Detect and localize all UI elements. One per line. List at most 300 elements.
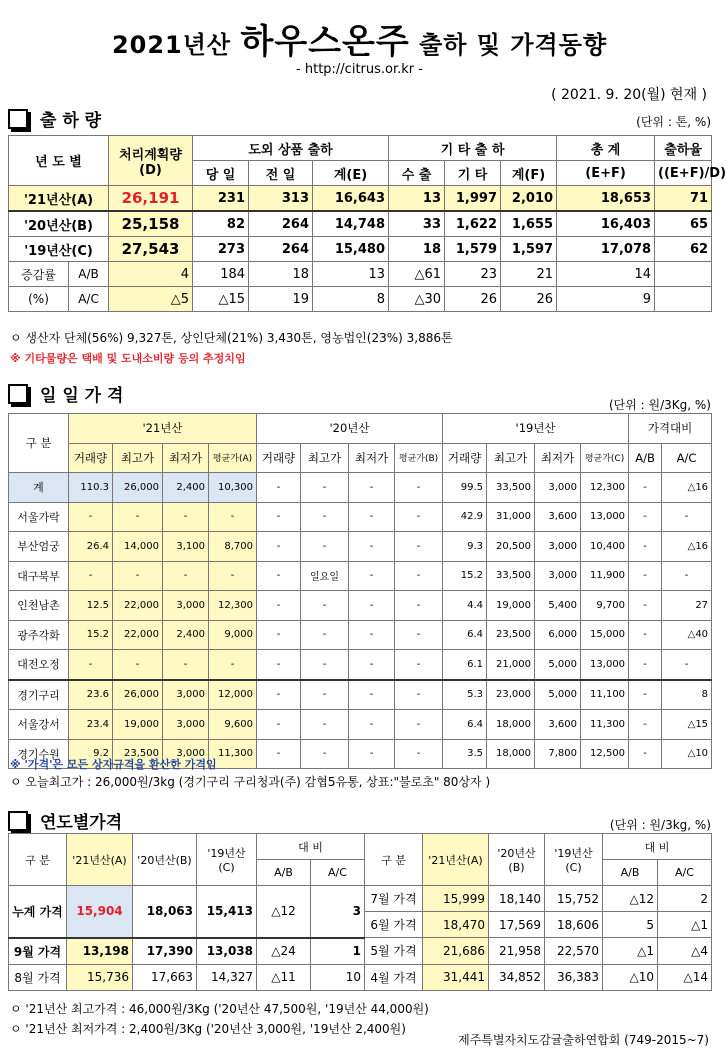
price-cell: -	[113, 561, 163, 591]
price-cell: 11,300	[209, 739, 257, 769]
header-sub: A/B	[629, 443, 662, 473]
header-sub: 거래량	[443, 443, 487, 473]
price-cell: -	[395, 710, 443, 740]
change-label: 증감률	[9, 262, 69, 287]
table-row	[9, 938, 712, 965]
yearly-price-table	[8, 833, 712, 991]
header-rate: 출하율	[655, 136, 712, 161]
market-name: 광주각화	[9, 620, 69, 650]
header-year-19: '19년산	[443, 414, 629, 444]
price-cell: -	[395, 620, 443, 650]
rate-value: 62	[655, 237, 712, 262]
export-value: 18	[389, 237, 445, 262]
price-cell: 23,000	[487, 680, 535, 710]
price-cell: -	[257, 532, 301, 562]
header-prev: 전 일	[249, 161, 313, 186]
price-cell: 12,300	[581, 473, 629, 503]
period-label: 5월 가격	[365, 938, 423, 965]
price-19: 15,752	[545, 886, 603, 912]
price-cell: 9,700	[581, 591, 629, 621]
price-20: 34,852	[489, 964, 545, 990]
price-cell: 9.3	[443, 532, 487, 562]
price-cell: 15.2	[443, 561, 487, 591]
ratio-ac: 2	[658, 886, 712, 912]
price-cell: 99.5	[443, 473, 487, 503]
ratio-ac: 10	[311, 964, 365, 990]
table-row	[9, 473, 712, 503]
daily-remark: ※ '가격'은 모든 상자규격을 환산한 가격임	[10, 758, 217, 771]
price-cell: -	[395, 561, 443, 591]
price-cell: 12,300	[209, 591, 257, 621]
price-cell: -	[257, 680, 301, 710]
price-cell: -	[301, 650, 349, 680]
table-row	[9, 650, 712, 680]
price-cell: 23.4	[69, 710, 113, 740]
price-cell: △40	[662, 620, 712, 650]
header-domestic: 도외 상품 출하	[193, 136, 389, 161]
price-20: 17,390	[133, 938, 197, 965]
price-cell: △15	[662, 710, 712, 740]
ratio-ab: △12	[257, 886, 311, 938]
market-name: 대전오정	[9, 650, 69, 680]
ratio-ab: △11	[257, 964, 311, 990]
row-label: '20년산(B)	[9, 211, 109, 237]
yearly-section-title: 연도별가격	[8, 808, 122, 833]
header-compare: 가격대비	[629, 414, 712, 444]
price-cell: 21,000	[487, 650, 535, 680]
plan-value: 27,543	[109, 237, 193, 262]
price-cell: 12.5	[69, 591, 113, 621]
price-cell: 31,000	[487, 502, 535, 532]
sum-e-value: 15,480	[313, 237, 389, 262]
total-value: 18,653	[557, 186, 655, 212]
table-row	[9, 886, 712, 912]
price-cell: 8	[662, 680, 712, 710]
period-label: 누계 가격	[9, 886, 67, 938]
header-rate-sub: ((E+F)/D)	[655, 161, 712, 186]
price-cell: 20,500	[487, 532, 535, 562]
etc-value: 1,997	[445, 186, 501, 212]
daily-section-title: 일 일 가 격	[8, 381, 123, 406]
today-value: 231	[193, 186, 249, 212]
prev-change: 19	[249, 287, 313, 312]
header-today: 당 일	[193, 161, 249, 186]
sum-f-value: 1,655	[501, 211, 557, 237]
market-name: 대구북부	[9, 561, 69, 591]
price-cell: -	[349, 473, 395, 503]
price-cell: -	[209, 502, 257, 532]
header-etc: 기 타	[445, 161, 501, 186]
etc-value: 1,579	[445, 237, 501, 262]
header-sub: 평균가(A)	[209, 443, 257, 473]
table-row	[9, 237, 712, 262]
price-cell: -	[395, 473, 443, 503]
price-cell: 33,500	[487, 561, 535, 591]
price-cell: -	[662, 650, 712, 680]
price-cell: -	[629, 739, 662, 769]
price-cell: 6.4	[443, 620, 487, 650]
shipment-note: ㅇ 생산자 단체(56%) 9,327톤, 상인단체(21%) 3,430톤, 영농법인(23%) 3,886톤	[10, 331, 453, 345]
today-change: 184	[193, 262, 249, 287]
header-sub: 평균가(B)	[395, 443, 443, 473]
header-ab: A/B	[257, 860, 311, 886]
price-cell: -	[662, 502, 712, 532]
ratio-ac: △4	[658, 938, 712, 965]
price-cell: 10,400	[581, 532, 629, 562]
price-cell: 3,000	[535, 532, 581, 562]
header-sub: 최고가	[301, 443, 349, 473]
table-row	[9, 710, 712, 740]
price-cell: -	[395, 650, 443, 680]
header-sub: 최저가	[535, 443, 581, 473]
table-row	[9, 561, 712, 591]
price-19: 36,383	[545, 964, 603, 990]
total-change: 14	[557, 262, 655, 287]
price-cell: 13,000	[581, 502, 629, 532]
header-sum-f: 계(F)	[501, 161, 557, 186]
price-21: 15,736	[67, 964, 133, 990]
price-cell: -	[257, 502, 301, 532]
sum-e-value: 16,643	[313, 186, 389, 212]
header-ac: A/C	[658, 860, 712, 886]
table-row	[9, 502, 712, 532]
price-cell: 3,000	[163, 710, 209, 740]
header-sum-e: 계(E)	[313, 161, 389, 186]
price-19: 22,570	[545, 938, 603, 965]
price-cell: -	[257, 561, 301, 591]
price-cell: -	[257, 650, 301, 680]
header-y21: '21년산(A)	[67, 834, 133, 886]
daily-unit: (단위 : 원/3Kg, %)	[608, 398, 711, 412]
price-cell: -	[629, 502, 662, 532]
table-row	[9, 620, 712, 650]
total-change: 9	[557, 287, 655, 312]
period-label: 6월 가격	[365, 912, 423, 938]
price-cell: 13,000	[581, 650, 629, 680]
price-20: 18,063	[133, 886, 197, 938]
footer-org: 제주특별자치도감귤출하연합회 (749-2015~7)	[458, 1033, 709, 1047]
ratio-ac: 1	[311, 938, 365, 965]
sum-e-value: 14,748	[313, 211, 389, 237]
header-sub: A/C	[662, 443, 712, 473]
price-cell: 9.2	[69, 739, 113, 769]
export-change: △30	[389, 287, 445, 312]
price-cell: -	[257, 591, 301, 621]
ratio-ac: △14	[658, 964, 712, 990]
price-cell: -	[629, 532, 662, 562]
price-20: 18,140	[489, 886, 545, 912]
change-type: A/B	[69, 262, 109, 287]
header-year-21: '21년산	[69, 414, 257, 444]
table-header-row	[9, 443, 712, 473]
price-cell: 42.9	[443, 502, 487, 532]
price-cell: 14,000	[113, 532, 163, 562]
table-row	[9, 287, 712, 312]
table-row	[9, 680, 712, 710]
table-row	[9, 591, 712, 621]
price-cell: 23,500	[487, 620, 535, 650]
price-cell: -	[257, 710, 301, 740]
price-cell: -	[349, 650, 395, 680]
ratio-ac: 3	[311, 886, 365, 938]
price-cell: -	[395, 502, 443, 532]
prev-value: 313	[249, 186, 313, 212]
price-cell: 3,000	[163, 591, 209, 621]
price-cell: △10	[662, 739, 712, 769]
page-title: 2021년산 하우스온주 출하 및 가격동향	[111, 22, 608, 62]
change-label: (%)	[9, 287, 69, 312]
table-header-row	[9, 414, 712, 444]
period-label: 4월 가격	[365, 964, 423, 990]
price-cell: △16	[662, 473, 712, 503]
table-header-row	[9, 834, 712, 860]
ratio-ab: △1	[603, 938, 658, 965]
header-group: 구 분	[9, 414, 69, 473]
price-cell: -	[629, 473, 662, 503]
price-cell: 6.4	[443, 710, 487, 740]
plan-change: △5	[109, 287, 193, 312]
price-cell: -	[349, 502, 395, 532]
price-cell: 110.3	[69, 473, 113, 503]
price-21: 31,441	[423, 964, 489, 990]
price-cell: 5,000	[535, 650, 581, 680]
price-cell: -	[349, 710, 395, 740]
prev-change: 18	[249, 262, 313, 287]
header-ac: A/C	[311, 860, 365, 886]
price-cell: -	[69, 502, 113, 532]
table-row	[9, 211, 712, 237]
header-other: 기 타 출 하	[389, 136, 557, 161]
price-cell: -	[301, 502, 349, 532]
daily-note: ㅇ 오늘최고가 : 26,000원/3kg (경기구리 구리청과(주) 감협5유통, 상표:"불로초" 80상자 )	[10, 775, 491, 789]
shipment-unit: (단위 : 톤, %)	[636, 115, 711, 129]
price-20: 21,958	[489, 938, 545, 965]
price-cell: -	[395, 532, 443, 562]
source-url[interactable]: - http://citrus.or.kr -	[296, 62, 423, 77]
price-cell: -	[349, 591, 395, 621]
header-sub: 최저가	[349, 443, 395, 473]
market-name: 경기수원	[9, 739, 69, 769]
price-cell: -	[301, 710, 349, 740]
price-cell: 4.4	[443, 591, 487, 621]
row-label: '21년산(A)	[9, 186, 109, 212]
price-cell: -	[395, 739, 443, 769]
price-20: 17,663	[133, 964, 197, 990]
price-cell: 6.1	[443, 650, 487, 680]
price-cell: 26.4	[69, 532, 113, 562]
price-cell: 15,000	[581, 620, 629, 650]
total-value: 16,403	[557, 211, 655, 237]
price-cell: -	[209, 650, 257, 680]
rate-change	[655, 287, 712, 312]
market-name: 부산엄궁	[9, 532, 69, 562]
price-cell: 18,000	[487, 710, 535, 740]
table-row	[9, 964, 712, 990]
price-19: 15,413	[197, 886, 257, 938]
price-cell: 일요일	[301, 561, 349, 591]
rate-change	[655, 262, 712, 287]
price-cell: 33,500	[487, 473, 535, 503]
price-cell: -	[113, 502, 163, 532]
header-year: 년 도 별	[9, 136, 109, 186]
price-cell: -	[257, 739, 301, 769]
price-cell: -	[301, 473, 349, 503]
price-cell: 19,000	[487, 591, 535, 621]
header-plan-label: 처리계획량	[119, 147, 182, 163]
header-plan-sub: (D)	[139, 162, 162, 178]
ratio-ab: 5	[603, 912, 658, 938]
price-cell: 2,400	[163, 473, 209, 503]
price-cell: 12,000	[209, 680, 257, 710]
price-cell: 22,000	[113, 620, 163, 650]
price-cell: 2,400	[163, 620, 209, 650]
prev-value: 264	[249, 211, 313, 237]
price-cell: -	[629, 591, 662, 621]
ratio-ab: △24	[257, 938, 311, 965]
market-name: 서울가락	[9, 502, 69, 532]
price-cell: -	[629, 620, 662, 650]
ratio-ac: △1	[658, 912, 712, 938]
price-cell: 26,000	[113, 473, 163, 503]
price-cell: 3,100	[163, 532, 209, 562]
header-compare: 대 비	[257, 834, 365, 860]
price-cell: 3,000	[163, 739, 209, 769]
price-cell: -	[163, 561, 209, 591]
header-sub: 최고가	[487, 443, 535, 473]
price-cell: -	[349, 620, 395, 650]
price-20: 17,569	[489, 912, 545, 938]
price-cell: 18,000	[487, 739, 535, 769]
price-cell: 12,500	[581, 739, 629, 769]
table-header-row	[9, 136, 712, 161]
market-name: 경기구리	[9, 680, 69, 710]
header-y19: '19년산(C)	[197, 834, 257, 886]
price-21: 18,470	[423, 912, 489, 938]
sum-f-change: 21	[501, 262, 557, 287]
sum-f-value: 2,010	[501, 186, 557, 212]
table-row	[9, 532, 712, 562]
price-19: 18,606	[545, 912, 603, 938]
header-sub: 최저가	[163, 443, 209, 473]
price-cell: -	[257, 620, 301, 650]
price-cell: 11,300	[581, 710, 629, 740]
checkbox-icon	[8, 109, 28, 129]
header-total: 총 계	[557, 136, 655, 161]
plan-value: 25,158	[109, 211, 193, 237]
price-cell: -	[163, 502, 209, 532]
row-label: '19년산(C)	[9, 237, 109, 262]
price-cell: -	[301, 591, 349, 621]
price-cell: -	[629, 650, 662, 680]
price-cell: -	[662, 561, 712, 591]
price-cell: 22,000	[113, 591, 163, 621]
table-row	[9, 262, 712, 287]
price-cell: -	[395, 591, 443, 621]
price-cell: 27	[662, 591, 712, 621]
sum-f-value: 1,597	[501, 237, 557, 262]
plan-value: 26,191	[109, 186, 193, 212]
price-cell: -	[301, 680, 349, 710]
price-cell: 3,000	[535, 561, 581, 591]
price-cell: 26,000	[113, 680, 163, 710]
export-value: 33	[389, 211, 445, 237]
header-group: 구 분	[9, 834, 67, 886]
today-value: 82	[193, 211, 249, 237]
header-ab: A/B	[603, 860, 658, 886]
price-21: 13,198	[67, 938, 133, 965]
header-y20: '20년산(B)	[133, 834, 197, 886]
price-cell: -	[349, 561, 395, 591]
price-cell: -	[349, 739, 395, 769]
price-cell: -	[395, 680, 443, 710]
sum-e-change: 8	[313, 287, 389, 312]
sum-f-change: 26	[501, 287, 557, 312]
price-cell: -	[629, 561, 662, 591]
price-cell: -	[629, 710, 662, 740]
price-cell: -	[301, 620, 349, 650]
header-y19: '19년산(C)	[545, 834, 603, 886]
etc-value: 1,622	[445, 211, 501, 237]
checkbox-icon	[8, 384, 28, 404]
period-label: 9월 가격	[9, 938, 67, 965]
table-row	[9, 186, 712, 212]
checkbox-icon	[8, 811, 28, 831]
today-value: 273	[193, 237, 249, 262]
header-sub: 최고가	[113, 443, 163, 473]
price-cell: △16	[662, 532, 712, 562]
header-compare: 대 비	[603, 834, 712, 860]
prev-value: 264	[249, 237, 313, 262]
plan-change: 4	[109, 262, 193, 287]
price-cell: 9,000	[209, 620, 257, 650]
price-cell: 11,100	[581, 680, 629, 710]
header-sub: 거래량	[69, 443, 113, 473]
header-year-20: '20년산	[257, 414, 443, 444]
price-cell: 3,000	[535, 473, 581, 503]
total-value: 17,078	[557, 237, 655, 262]
price-cell: -	[349, 532, 395, 562]
header-total-sub: (E+F)	[557, 161, 655, 186]
price-cell: -	[257, 473, 301, 503]
price-cell: 3.5	[443, 739, 487, 769]
price-cell: -	[209, 561, 257, 591]
price-cell: 8,700	[209, 532, 257, 562]
change-type: A/C	[69, 287, 109, 312]
sum-e-change: 13	[313, 262, 389, 287]
price-cell: 10,300	[209, 473, 257, 503]
ratio-ab: △10	[603, 964, 658, 990]
yearly-unit: (단위 : 원/3kg, %)	[609, 818, 711, 832]
price-cell: 3,600	[535, 710, 581, 740]
price-cell: -	[69, 561, 113, 591]
market-name: 인천남촌	[9, 591, 69, 621]
price-cell: -	[163, 650, 209, 680]
header-plan	[109, 136, 193, 186]
header-group: 구 분	[365, 834, 423, 886]
shipment-section-title: 출 하 량	[8, 106, 101, 131]
report-date: ( 2021. 9. 20(월) 현재 )	[551, 87, 707, 103]
rate-value: 71	[655, 186, 712, 212]
period-label: 8월 가격	[9, 964, 67, 990]
etc-change: 23	[445, 262, 501, 287]
export-value: 13	[389, 186, 445, 212]
rate-value: 65	[655, 211, 712, 237]
price-cell: 5,000	[535, 680, 581, 710]
daily-price-table	[8, 413, 712, 769]
price-cell: 19,000	[113, 710, 163, 740]
price-19: 14,327	[197, 964, 257, 990]
header-y20: '20년산(B)	[489, 834, 545, 886]
